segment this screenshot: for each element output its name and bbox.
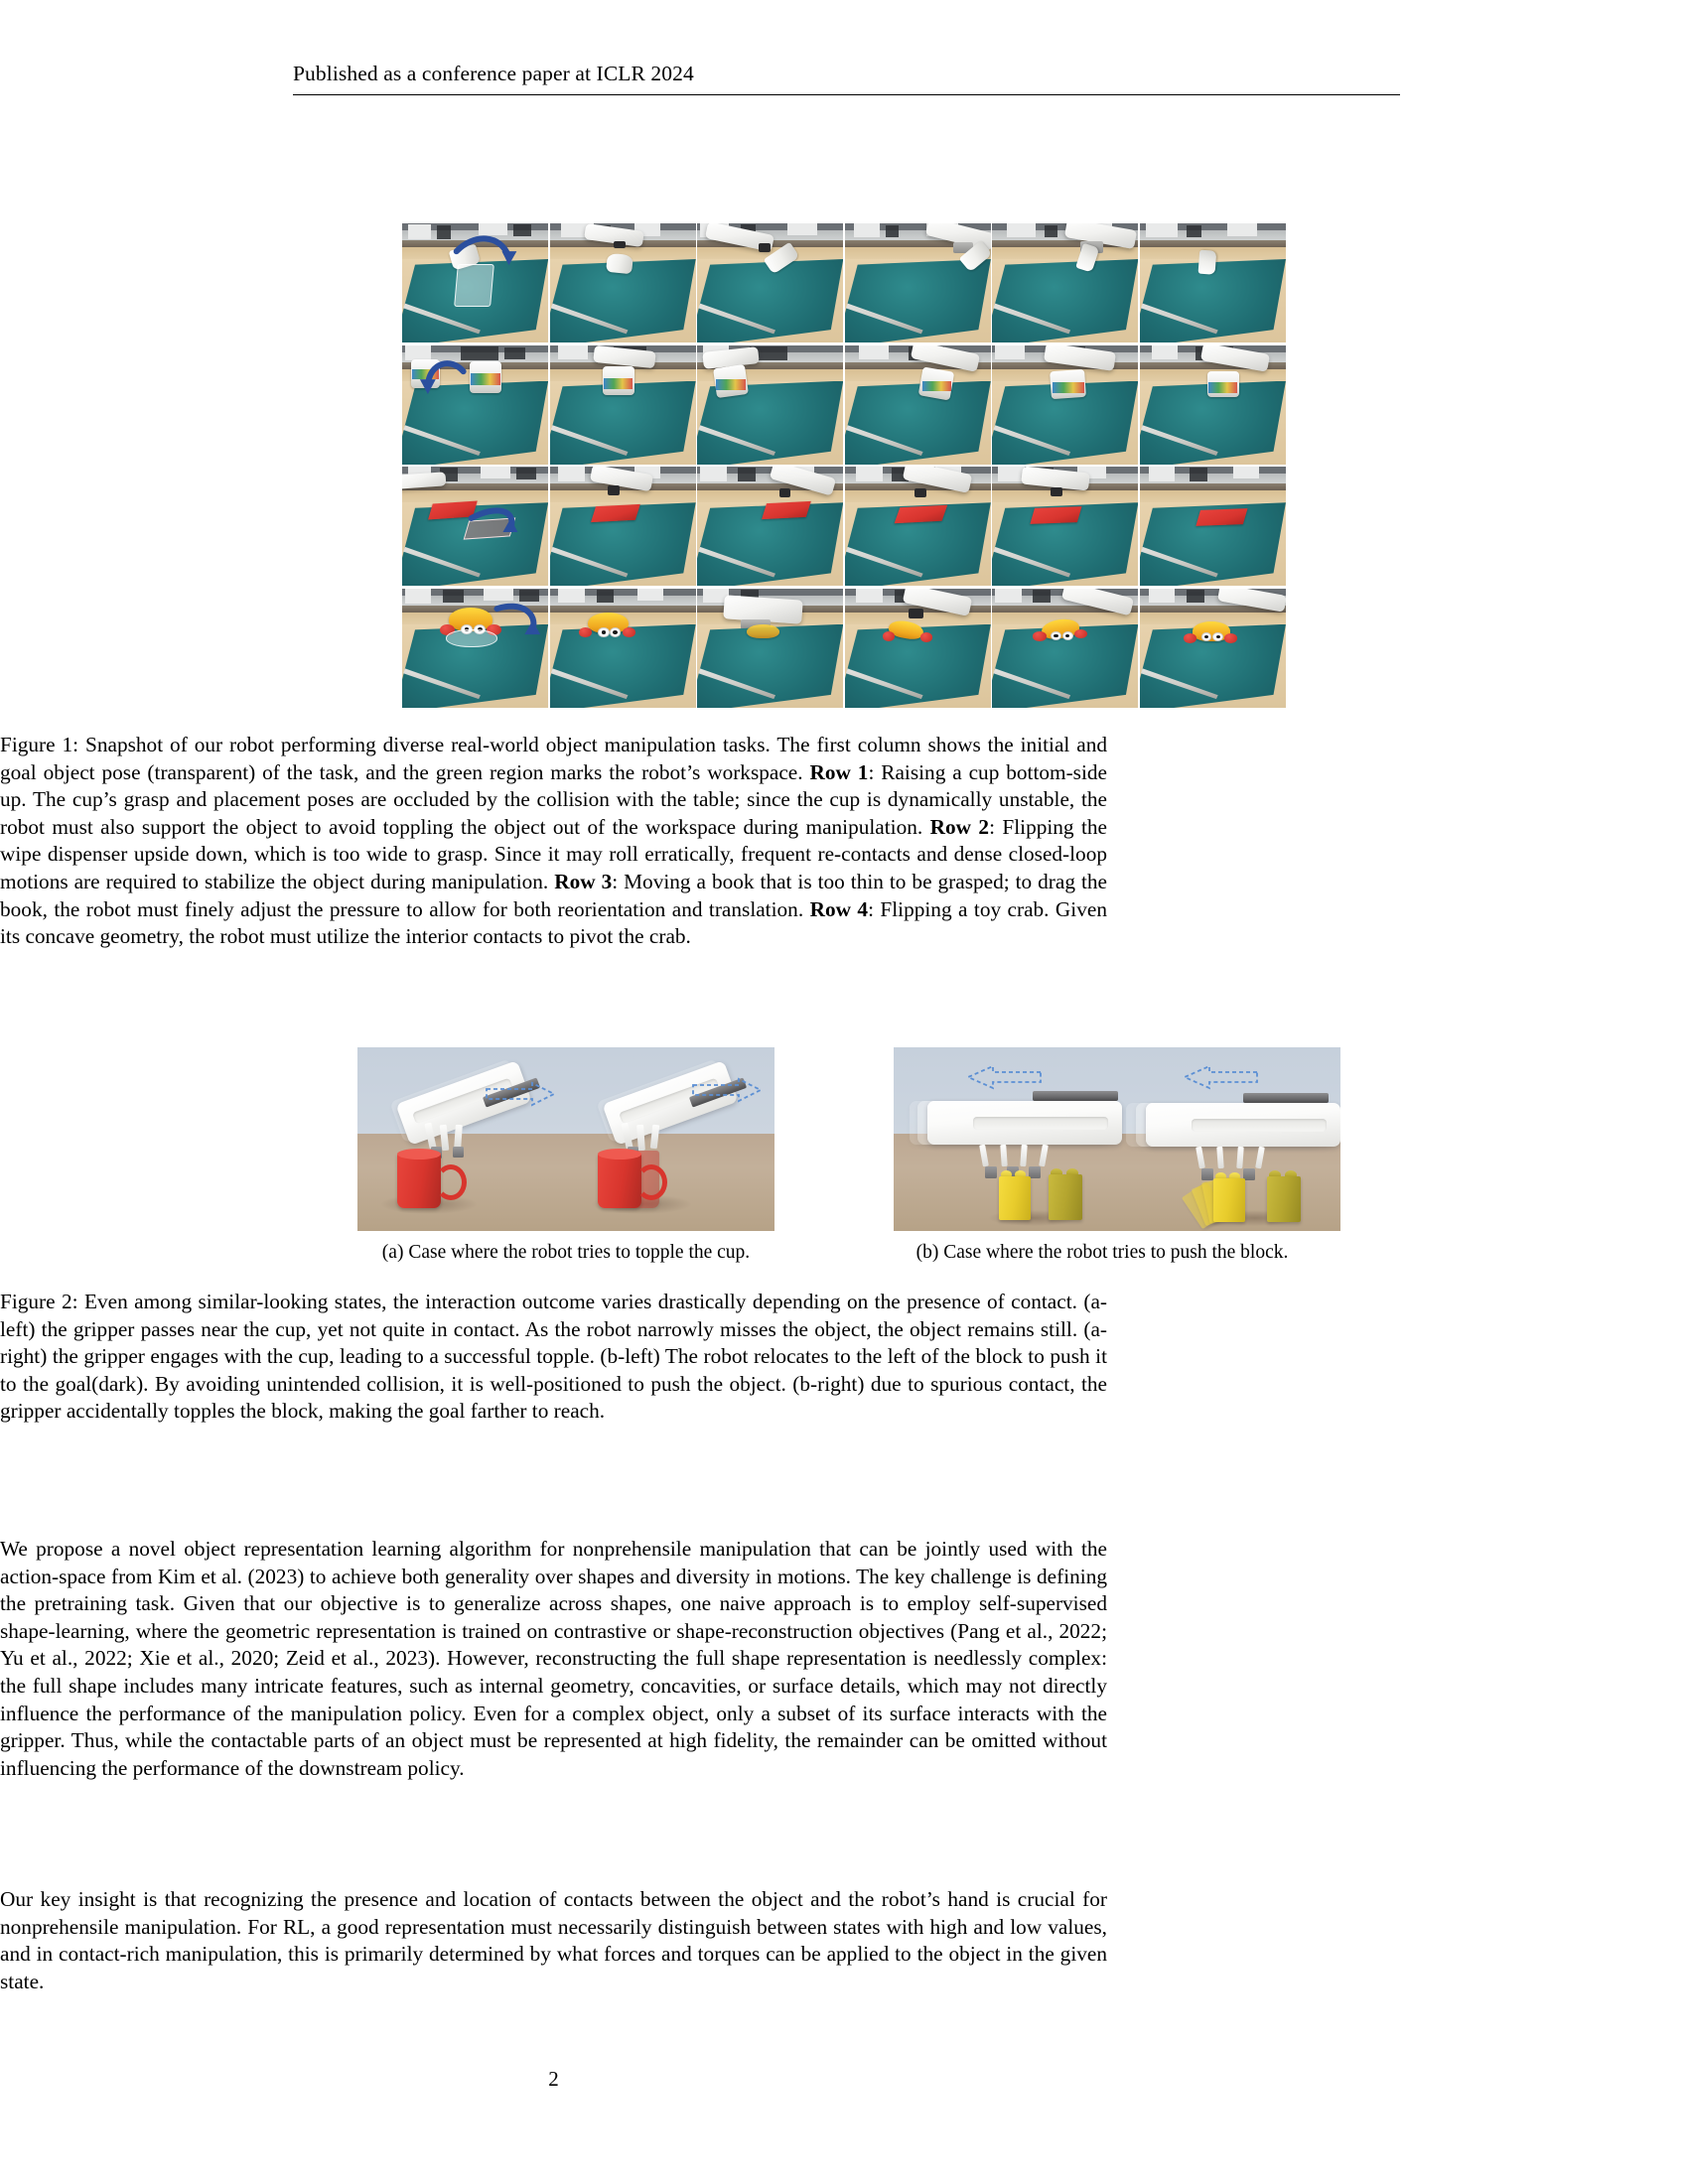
figure-1-caption-part-3: : Flipping the wipe dispenser upside down, which is too wide to grasp. Since it may roll erratically, frequent re-contacts and dense closed-loop motions are required to stabilize the object during manipulation. [0, 814, 1107, 893]
figure-2-subcaption-a: (a) Case where the robot tries to topple the cup. [381, 1242, 751, 1263]
figure-1-row-3-label: Row 3 [554, 869, 613, 893]
figure-1-frame [1140, 223, 1286, 342]
body-paragraph-2: Our key insight is that recognizing the presence and location of contacts between the object and the robot’s hand is crucial for nonprehensile manipulation. For RL, a good representation must necessarily distinguish between states with high and low values, and in contact-rich manipulation, this is primarily determined by what forces and torques can be applied to the object in the given state. [0, 1887, 1107, 1993]
running-head: Published as a conference paper at ICLR 2024 [293, 62, 694, 85]
figure-1-row-1-label: Row 1 [809, 759, 869, 784]
figure-2-caption: Figure 2: Even among similar-looking states, the interaction outcome varies drastically depending on the presence of contact. (a-left) the gripper passes near the cup, yet not quite in contact. As the robot narrowly misses the object, the object remains still. (a-right) the gripper engages with the cup, leading to a successful topple. (b-left) The robot relocates to the left of the block to push it to the goal(dark). By avoiding unintended collision, it is well-positioned to push the object. (b-right) due to spurious contact, the gripper accidentally topples the block, making the goal farther to reach. [0, 1290, 1107, 1424]
dashed-arrow-left-icon [1182, 1063, 1259, 1091]
figure-1-frame [697, 223, 843, 342]
page-header [293, 62, 1400, 95]
figure-1-caption [0, 732, 1107, 951]
dashed-arrow-right-icon [485, 1081, 558, 1107]
figure-1-frame [1140, 345, 1286, 465]
header-rule [293, 94, 1400, 95]
figure-1-frame [845, 467, 991, 586]
figure-1-frame [845, 345, 991, 465]
figure-1-caption-part-1: Figure 1: Snapshot of our robot performing diverse real-world object manipulation tasks. The first column shows the initial and goal object pose (transparent) of the task, and the green region marks the robot’s workspace. [0, 733, 1107, 784]
figure-1-frame [550, 345, 696, 465]
dashed-arrow-right-icon [691, 1077, 765, 1103]
body-paragraph-1: We propose a novel object representation learning algorithm for nonprehensile manipulation that can be jointly used with the action-space from Kim et al. (2023) to achieve both generality over shapes and diversity in motions. The key challenge is defining the pretraining task. Given that our objective is to generalize across shapes, one naive approach is to employ self-supervised shape-learning, where the geometric representation is trained on contrastive or shape-reconstruction objectives (Pang et al., 2022; Yu et al., 2022; Xie et al., 2020; Zeid et al., 2023). However, reconstructing the full shape representation is needlessly complex: the full shape includes many intricate features, such as internal geometry, concavities, or surface details, which may not directly influence the performance of the manipulation policy. Even for a complex object, only a subset of its surface interacts with the gripper. Thus, while the contactable parts of an object must be represented at high fidelity, the remainder can be omitted without influencing the performance of the downstream policy. [0, 1537, 1107, 1780]
figure-2-subcaption-b-wrap [854, 1241, 1350, 1265]
figure-1-frame [992, 589, 1138, 708]
figure-1-frame [845, 589, 991, 708]
figure-1-frame [402, 467, 548, 586]
figure-1-frame [697, 467, 843, 586]
figure-1-frame [1140, 589, 1286, 708]
figure-1-frame [992, 345, 1138, 465]
body-paragraph-2-wrap [0, 1886, 1107, 1995]
figure-1-frame [992, 223, 1138, 342]
figure-1-frame [402, 223, 548, 342]
figure-1-frame [697, 589, 843, 708]
dashed-arrow-left-icon [965, 1063, 1043, 1091]
figure-1-frame [550, 467, 696, 586]
figure-1-image-grid [402, 223, 1286, 710]
figure-2-caption-wrap [0, 1289, 1107, 1426]
page-number: 2 [548, 2067, 559, 2091]
figure-1-row-2-label: Row 2 [929, 814, 990, 839]
figure-1-frame [550, 223, 696, 342]
figure-1-row-4-label: Row 4 [809, 896, 869, 921]
figure-1-frame [402, 589, 548, 708]
figure-2-panel-b [894, 1047, 1340, 1231]
figure-2-image-row [357, 1047, 1340, 1231]
figure-1-caption-part-4: : Moving a book that is too thin to be grasped; to drag the book, the robot must finely adjust the pressure to allow for both reorientation and translation. [0, 869, 1107, 921]
figure-1-frame [1140, 467, 1286, 586]
figure-1-caption-part-5: : Flipping a toy crab. Given its concave geometry, the robot must utilize the interior contacts to pivot the crab. [0, 896, 1107, 949]
body-paragraph-1-wrap [0, 1536, 1107, 1782]
figure-1-frame [550, 589, 696, 708]
figure-1-row-1 [402, 223, 1286, 342]
figure-1-row-4 [402, 589, 1286, 708]
figure-2-subcaption-b: (b) Case where the robot tries to push the block. [915, 1242, 1289, 1263]
figure-2-panel-a [357, 1047, 774, 1231]
figure-1-frame [992, 467, 1138, 586]
figure-2-subcaption-a-wrap [328, 1241, 804, 1265]
figure-1-frame [402, 345, 548, 465]
figure-1-row-2 [402, 345, 1286, 465]
figure-1-caption-part-2: : Raising a cup bottom-side up. The cup’s grasp and placement poses are occluded by the collision with the table; since the cup is dynamically unstable, the robot must also support the object to avoid toppling the object out of the workspace during manipulation. [0, 759, 1107, 839]
figure-1-row-3 [402, 467, 1286, 586]
figure-1-frame [697, 345, 843, 465]
figure-1-frame [845, 223, 991, 342]
